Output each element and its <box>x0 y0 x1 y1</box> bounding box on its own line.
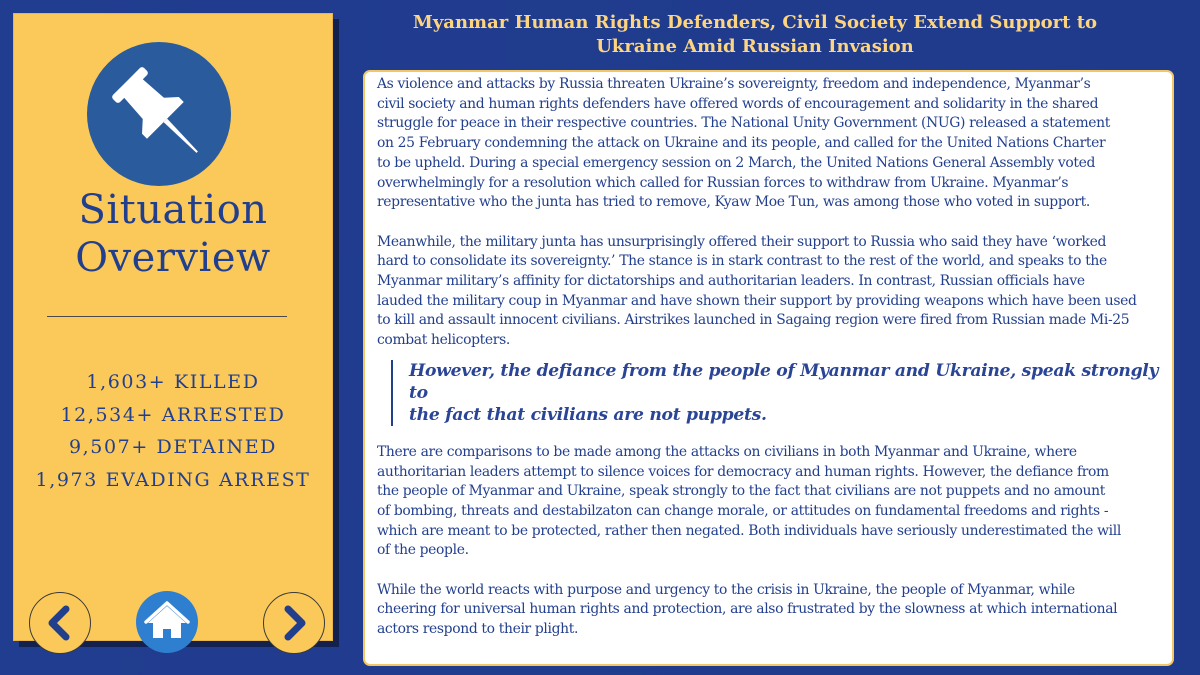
divider <box>47 316 287 317</box>
article-body <box>377 75 1167 640</box>
home-icon <box>136 591 198 653</box>
panel-title <box>14 186 332 282</box>
stat-detained: 9,507+ DETAINED <box>68 436 278 458</box>
stat-evading-arrest: 1,973 EVADING ARREST <box>35 468 311 491</box>
stats-list <box>14 366 332 496</box>
panel-title-line1: Situation <box>78 187 268 233</box>
paragraph-1: As violence and attacks by Russia threaten Ukraine’s sovereignty, freedom and independence, Myanmar’s civil society and human rights defenders have offered words of encouragement and solidarity in the shared struggle for peace in their respective countries. The National Unity Government (NUG) released a statement on 25 February condemning the attack on Ukraine and its people, and called for the United Nations Charter to be upheld. During a special emergency session on 2 March, the United Nations General Assembly voted overwhelmingly for a resolution which called for Russian forces to withdraw from Ukraine. Myanmar’s representative who the junta has tried to remove, Kyaw Moe Tun, was among those who voted in support. <box>377 76 1110 211</box>
article-title-line2: Ukraine Amid Russian Invasion <box>596 36 914 57</box>
stat-arrested: 12,534+ ARRESTED <box>60 403 286 426</box>
stat-killed: 1,603+ KILLED <box>86 371 260 393</box>
paragraph-4: While the world reacts with purpose and urgency to the crisis in Ukraine, the people of Myanmar, while cheering for universal human rights and protection, are also frustrated by the slowness at which international actors respond to their plight. <box>377 581 1118 638</box>
paragraph-3: There are comparisons to be made among the attacks on civilians in both Myanmar and Ukraine, where authoritarian leaders attempt to silence voices for democracy and human rights. However, the defiance from the people of Myanmar and Ukraine, speak strongly to the fact that civilians are not puppets and no amount of bombing, threats and destabilzaton can change morale, or attitudes on fundamental freedoms and rights - which are meant to be protected, rather then negated. Both individuals have seriously underestimated the will of the people. <box>377 443 1121 559</box>
situation-overview-panel <box>13 13 333 641</box>
article-content-box <box>363 70 1174 666</box>
home-button[interactable] <box>136 591 198 653</box>
chevron-left-icon <box>30 593 90 653</box>
paragraph-2: Meanwhile, the military junta has unsurprisingly offered their support to Russia who said they have ‘worked hard to consolidate its sovereignty.’ The stance is in stark contrast to the rest of the world, and speaks to the Myanmar military’s affinity for dictatorships and authoritarian leaders. In contrast, Russian officials have lauded the military coup in Myanmar and have shown their support by providing weapons which have been used to kill and assault innocent civilians. Airstrikes launched in Sagaing region were fired from Russian made Mi-25 combat helicopters. <box>377 233 1137 349</box>
pushpin-icon <box>87 42 231 186</box>
previous-button[interactable] <box>29 592 91 654</box>
article-title-line1: Myanmar Human Rights Defenders, Civil Society Extend Support to <box>412 12 1098 33</box>
article-title <box>360 11 1150 59</box>
chevron-right-icon <box>264 593 324 653</box>
next-button[interactable] <box>263 592 325 654</box>
panel-title-line2: Overview <box>75 235 271 281</box>
pull-quote: However, the defiance from the people of Myanmar and Ukraine, speak strongly to the fact that civilians are not puppets. <box>391 360 1167 426</box>
